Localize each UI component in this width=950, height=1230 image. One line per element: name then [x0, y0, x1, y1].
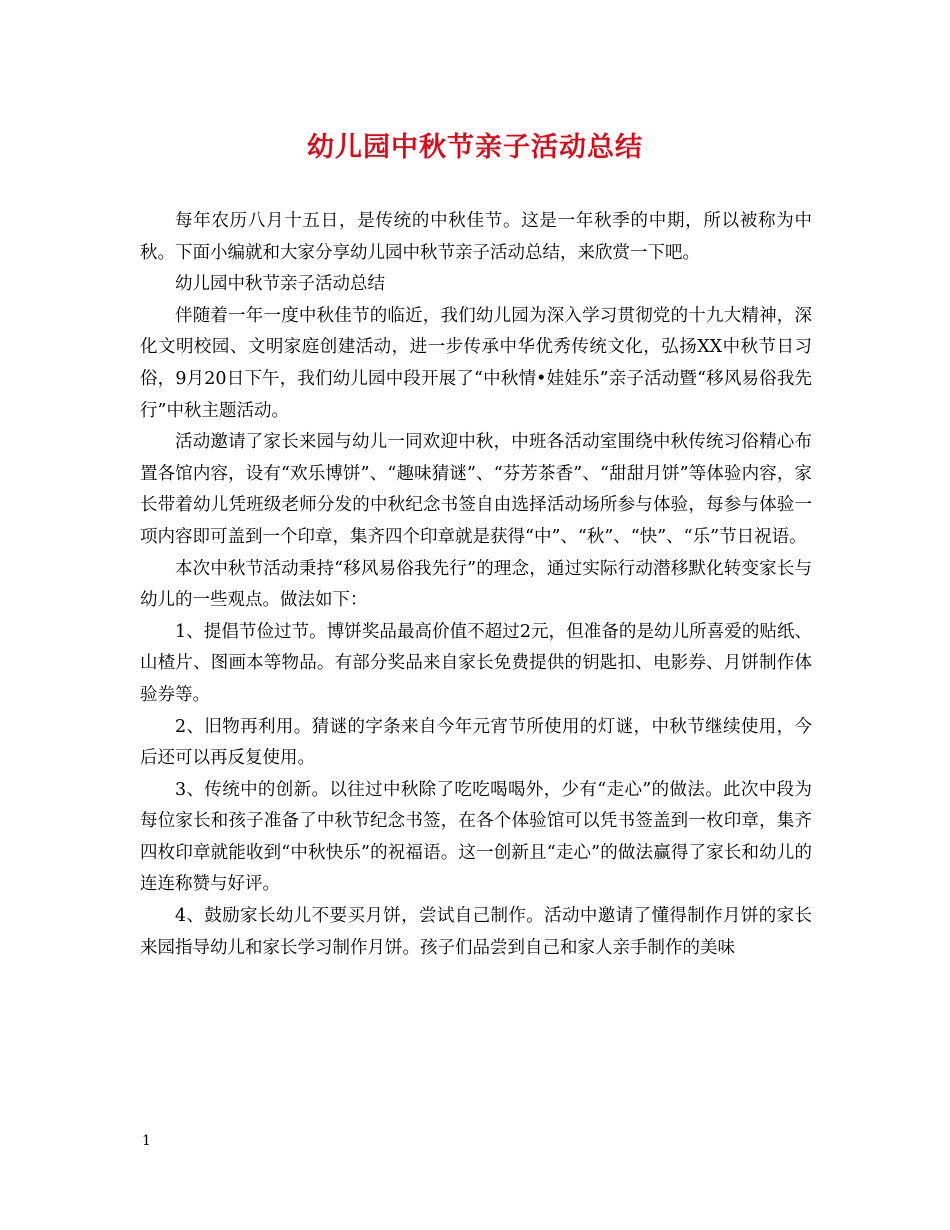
page-number: 1	[142, 1133, 151, 1149]
document-title: 幼儿园中秋节亲子活动总结	[307, 132, 643, 163]
document-body	[140, 206, 812, 964]
paragraph: 4、鼓励家长幼儿不要买月饼，尝试自己制作。活动中邀请了懂得制作月饼的家长来园指导幼儿和家长学习制作月饼。孩子们品尝到自己和家人亲手制作的美味	[140, 906, 812, 958]
paragraph: 活动邀请了家长来园与幼儿一同欢迎中秋，中班各活动室围绕中秋传统习俗精心布置各馆内容，设有“欢乐博饼”、“趣味猜谜”、“芬芳茶香”、“甜甜月饼”等体验内容，家长带着幼儿凭班级老师分发的中秋纪念书签自由选择活动场所参与体验，每参与体验一项内容即可盖到一个印章，集齐四个印章就是获得“中”、“秋”、“快”、“乐”节日祝语。	[140, 432, 812, 547]
paragraph: 1、提倡节俭过节。博饼奖品最高价值不超过2元，但准备的是幼儿所喜爱的贴纸、山楂片、图画本等物品。有部分奖品来自家长免费提供的钥匙扣、电影券、月饼制作体验券等。	[140, 621, 812, 705]
paragraph: 每年农历八月十五日，是传统的中秋佳节。这是一年秋季的中期，所以被称为中秋。下面小编就和大家分享幼儿园中秋节亲子活动总结，来欣赏一下吧。	[140, 211, 812, 263]
paragraph: 2、旧物再利用。猜谜的字条来自今年元宵节所使用的灯谜，中秋节继续使用，今后还可以再反复使用。	[140, 716, 812, 769]
paragraph: 本次中秋节活动秉持“移风易俗我先行”的理念，通过实际行动潜移默化转变家长与幼儿的一些观点。做法如下：	[140, 558, 812, 611]
paragraph: 幼儿园中秋节亲子活动总结	[175, 274, 385, 295]
paragraph: 伴随着一年一度中秋佳节的临近，我们幼儿园为深入学习贯彻党的十九大精神，深化文明校园、文明家庭创建活动，进一步传承中华优秀传统文化，弘扬XX中秋节日习俗，9月20日下午，我们幼儿园中段开展了“中秋情•娃娃乐”亲子活动暨“移风易俗我先行”中秋主题活动。	[140, 305, 812, 421]
paragraph: 3、传统中的创新。以往过中秋除了吃吃喝喝外，少有“走心”的做法。此次中段为每位家长和孩子准备了中秋节纪念书签，在各个体验馆可以凭书签盖到一枚印章，集齐四枚印章就能收到“中秋快乐”的祝福语。这一创新且“走心”的做法赢得了家长和幼儿的连连称赞与好评。	[140, 779, 812, 895]
